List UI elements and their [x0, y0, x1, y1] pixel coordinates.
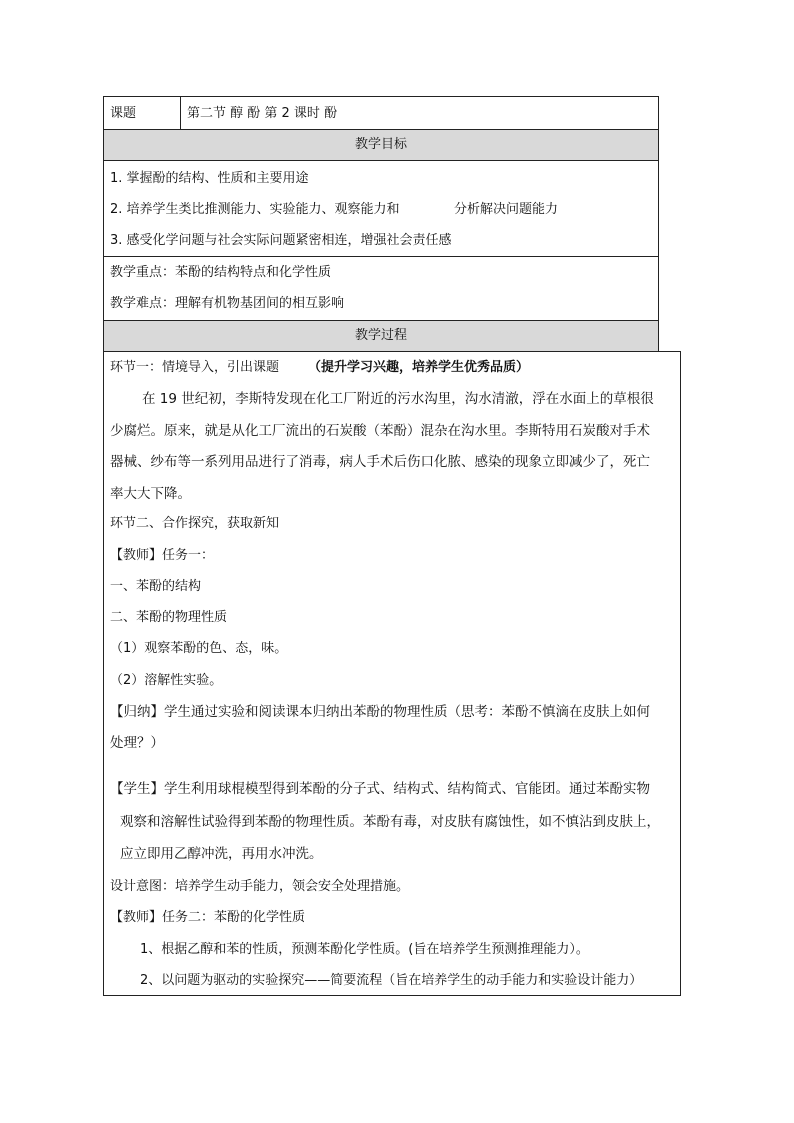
focus-point: 教学重点：苯酚的结构特点和化学性质	[110, 265, 332, 280]
student-line: 应立即用乙醇冲洗，再用水冲洗。	[120, 846, 323, 862]
chem-item-2: 2、以问题为驱动的实验探究——简要流程（旨在培养学生的动手能力和实验设计能力）	[140, 973, 643, 988]
objective-2: 2. 培养学生类比推测能力、实验能力、观察能力和	[110, 202, 400, 217]
student-line: 观察和溶解性试验得到苯酚的物理性质。苯酚有毒，对皮肤有腐蚀性，如不慎沾到皮肤上，	[120, 814, 660, 830]
story-paragraph	[110, 384, 676, 510]
design-intent: 设计意图：培养学生动手能力，领会安全处理措施。	[110, 879, 410, 894]
topic-value: 第二节 醇 酚 第 2 课时 酚	[187, 106, 338, 121]
summary-line: 【归纳】学生通过实验和阅读课本归纳出苯酚的物理性质（思考：苯酚不慎滴在皮肤上如何	[110, 704, 650, 720]
topic-divider	[180, 96, 181, 129]
step1-note: （提升学习兴趣，培养学生优秀品质）	[308, 360, 530, 375]
story-line: 少腐烂。原来，就是从化工厂流出的石炭酸（苯酚）混杂在沟水里。李斯特用石炭酸对手术	[110, 422, 650, 439]
objectives-heading: 教学目标	[354, 137, 407, 152]
structure-heading: 一、苯酚的结构	[110, 579, 202, 594]
story-line: 在 19 世纪初，李斯特发现在化工厂附近的污水沟里，沟水清澈，浮在水面上的草根很	[142, 391, 654, 407]
objective-3: 3. 感受化学问题与社会实际问题紧密相连，增强社会责任感	[110, 233, 452, 248]
observe-item: （1）观察苯酚的色、态，味。	[110, 641, 288, 656]
chem-item-1: 1、根据乙醇和苯的性质，预测苯酚化学性质。(旨在培养学生预测推理能力）。	[140, 942, 589, 957]
student-line: 【学生】学生利用球棍模型得到苯酚的分子式、结构式、结构简式、官能团。通过苯酚实物	[110, 781, 650, 797]
teacher-task2: 【教师】任务二：苯酚的化学性质	[110, 910, 306, 925]
teacher-task1: 【教师】任务一：	[110, 548, 215, 563]
story-line: 器械、纱布等一系列用品进行了消毒，病人手术后伤口化脓、感染的现象立即减少了，死亡	[110, 454, 650, 470]
story-line: 率大大下降。	[110, 485, 191, 502]
topic-label: 课题	[110, 106, 137, 121]
step1-title: 环节一：情境导入，引出课题	[110, 360, 280, 375]
physical-heading: 二、苯酚的物理性质	[110, 610, 228, 625]
process-heading: 教学过程	[354, 328, 407, 343]
solubility-item: （2）溶解性实验。	[110, 673, 223, 688]
difficulty-point: 教学难点：理解有机物基团间的相互影响	[110, 296, 345, 311]
step2-title: 环节二、合作探究，获取新知	[110, 516, 280, 531]
objective-2b: 分析解决问题能力	[454, 202, 559, 217]
summary-line: 处理？）	[110, 735, 164, 751]
objective-1: 1. 掌握酚的结构、性质和主要用途	[110, 171, 309, 186]
